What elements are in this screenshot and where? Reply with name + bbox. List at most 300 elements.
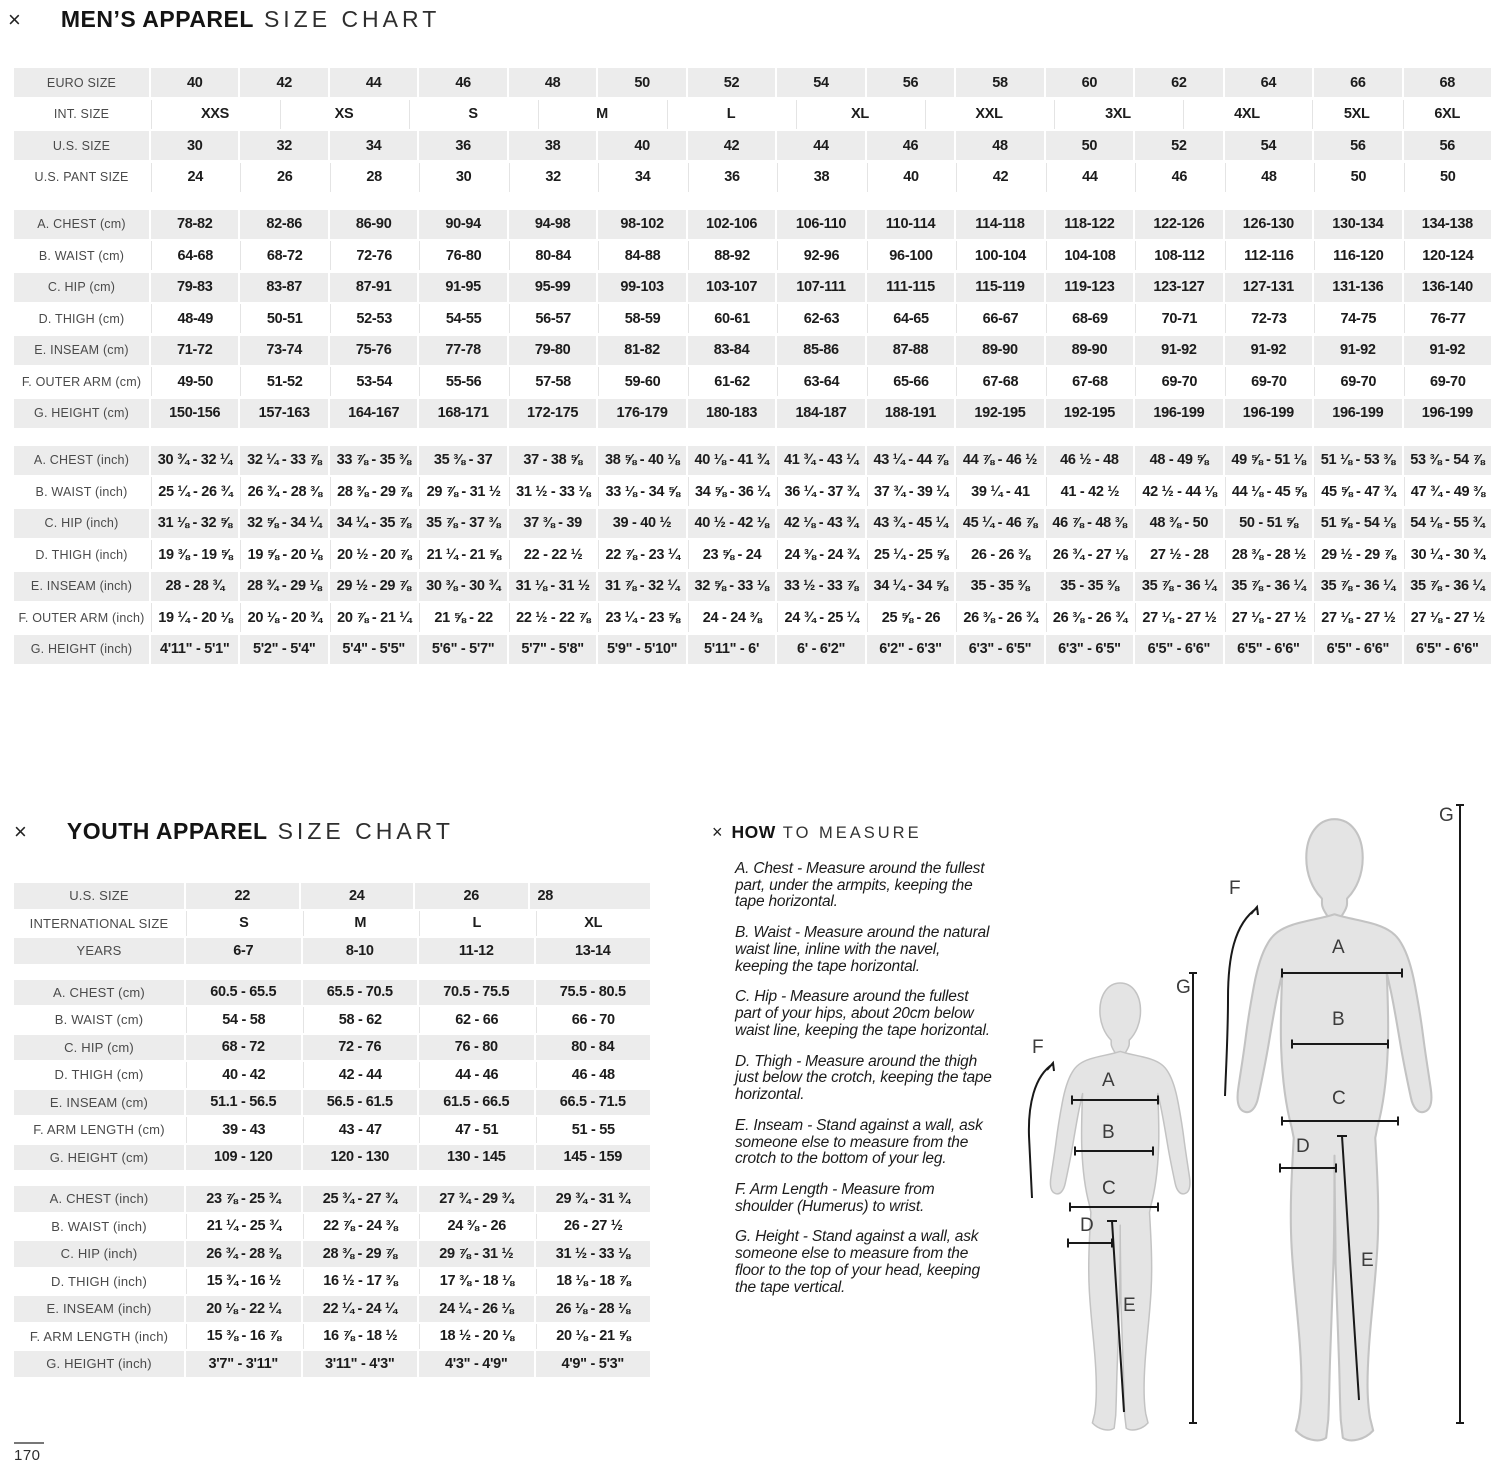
table-cell: 80-84 bbox=[509, 241, 596, 270]
table-row bbox=[14, 1351, 650, 1377]
table-cell: 5'6" - 5'7" bbox=[419, 635, 506, 664]
youth-height-label: G bbox=[1176, 977, 1191, 998]
measure-instruction-waist: B. Waist - Measure around the natural waist line, inline with the navel, keeping the tape horizontal. bbox=[735, 924, 990, 975]
page-number-value: 170 bbox=[14, 1447, 41, 1464]
table-cell: 39 - 40 ½ bbox=[598, 509, 685, 538]
mens-title-bold: MEN’S APPAREL bbox=[60, 6, 254, 32]
table-cell: 81-82 bbox=[598, 336, 685, 365]
adult-inseam-label: E bbox=[1361, 1250, 1374, 1271]
adult-arm-label: F bbox=[1229, 878, 1241, 899]
table-cell: 123-127 bbox=[1135, 273, 1222, 302]
table-cell: 145 - 159 bbox=[536, 1145, 651, 1171]
table-cell: 41 - 42 ½ bbox=[1046, 477, 1133, 506]
table-cell: 40 ½ - 42 ⅛ bbox=[688, 509, 775, 538]
row-label: D. THIGH (inch) bbox=[35, 547, 128, 562]
table-row bbox=[14, 100, 1491, 129]
table-cell: 66.5 - 71.5 bbox=[536, 1090, 651, 1116]
table-cell: 26 ⅜ - 26 ¾ bbox=[1046, 603, 1133, 632]
row-label: YEARS bbox=[14, 938, 184, 964]
table-cell: 66 bbox=[1314, 68, 1401, 97]
table-cell: 36 bbox=[688, 163, 775, 192]
youth-inch-block bbox=[14, 1186, 650, 1377]
row-label: F. OUTER ARM (cm) bbox=[21, 374, 142, 389]
table-cell: 88-92 bbox=[688, 241, 775, 270]
table-cell: 68-69 bbox=[1046, 304, 1133, 333]
table-cell: 23 ¼ - 23 ⅝ bbox=[598, 603, 685, 632]
table-cell: 136-140 bbox=[1404, 273, 1491, 302]
table-cell: 6'5" - 6'6" bbox=[1135, 635, 1222, 664]
table-cell: 79-83 bbox=[151, 273, 238, 302]
table-cell: 196-199 bbox=[1135, 399, 1222, 428]
page-number-rule bbox=[14, 1442, 44, 1444]
table-cell: 68 bbox=[1404, 68, 1491, 97]
table-cell: 172-175 bbox=[509, 399, 596, 428]
table-cell: 25 ¼ - 25 ⅝ bbox=[867, 540, 954, 569]
table-cell: 127-131 bbox=[1225, 273, 1312, 302]
table-cell: 29 ⅞ - 31 ½ bbox=[419, 1241, 534, 1267]
table-cell: 23 ⅝ - 24 bbox=[688, 540, 775, 569]
table-cell: 38 bbox=[509, 131, 596, 160]
table-cell: 42 ⅛ - 43 ¾ bbox=[777, 509, 864, 538]
row-label: B. WAIST (inch) bbox=[35, 484, 128, 499]
table-cell: 72-73 bbox=[1225, 304, 1312, 333]
table-cell: 98-102 bbox=[598, 210, 685, 239]
table-cell: 46 bbox=[419, 68, 506, 97]
measure-instruction-chest: A. Chest - Measure around the fullest part, under the armpits, keeping the tape horizontal. bbox=[735, 860, 985, 911]
table-cell: 66 - 70 bbox=[536, 1007, 651, 1033]
table-row bbox=[14, 1007, 650, 1033]
table-cell: 120 - 130 bbox=[303, 1145, 418, 1171]
table-cell: 130 - 145 bbox=[419, 1145, 534, 1171]
table-cell: 42 bbox=[956, 163, 1043, 192]
table-cell: 16 ½ - 17 ⅜ bbox=[303, 1269, 418, 1295]
x-marker-icon: × bbox=[14, 819, 27, 844]
table-cell: 91-92 bbox=[1135, 336, 1222, 365]
table-cell: 22 ½ - 22 ⅞ bbox=[509, 603, 596, 632]
table-row bbox=[14, 1241, 650, 1267]
table-cell: 176-179 bbox=[598, 399, 685, 428]
table-cell: 24 ¼ - 26 ⅛ bbox=[419, 1296, 534, 1322]
table-cell: 34 ¼ - 34 ⅝ bbox=[867, 572, 954, 601]
table-cell: 114-118 bbox=[956, 210, 1043, 239]
table-cell: 126-130 bbox=[1225, 210, 1312, 239]
table-row bbox=[14, 68, 1491, 97]
youth-title-bold: YOUTH APPAREL bbox=[66, 818, 268, 844]
table-cell: 4'11" - 5'1" bbox=[151, 635, 238, 664]
table-cell: XXL bbox=[925, 100, 1052, 129]
table-cell: 4'3" - 4'9" bbox=[419, 1351, 534, 1377]
table-cell: 54 ⅛ - 55 ¾ bbox=[1404, 509, 1491, 538]
table-cell: 47 - 51 bbox=[419, 1117, 534, 1143]
table-cell: 20 ⅛ - 22 ¼ bbox=[186, 1296, 301, 1322]
youth-header-block bbox=[14, 883, 650, 964]
measure-title-bold: HOW bbox=[731, 822, 776, 842]
row-label: A. CHEST (inch) bbox=[14, 1186, 184, 1212]
table-cell: 55-56 bbox=[419, 367, 506, 396]
table-cell: 21 ⅝ - 22 bbox=[419, 603, 506, 632]
table-cell: 22 - 22 ½ bbox=[509, 540, 596, 569]
table-cell: 56-57 bbox=[509, 304, 596, 333]
table-cell: 100-104 bbox=[956, 241, 1043, 270]
table-cell: 27 ⅛ - 27 ½ bbox=[1135, 603, 1222, 632]
table-cell: 51-52 bbox=[240, 367, 327, 396]
adult-hip-label: C bbox=[1332, 1088, 1346, 1109]
table-cell: 26 bbox=[415, 883, 528, 909]
table-cell: 22 bbox=[186, 883, 299, 909]
youth-title-light: SIZE CHART bbox=[277, 818, 454, 844]
youth-hip-label: C bbox=[1102, 1178, 1116, 1199]
table-cell: 37 ⅜ - 39 bbox=[509, 509, 596, 538]
table-cell: 5'9" - 5'10" bbox=[598, 635, 685, 664]
table-cell: 27 ½ - 28 bbox=[1135, 540, 1222, 569]
page-number bbox=[14, 1442, 44, 1464]
table-cell: 52 bbox=[1135, 131, 1222, 160]
table-cell: 20 ⅞ - 21 ¼ bbox=[330, 603, 417, 632]
table-cell: 24 ¾ - 25 ¼ bbox=[777, 603, 864, 632]
table-cell: 52 bbox=[688, 68, 775, 97]
table-cell: 60-61 bbox=[688, 304, 775, 333]
table-cell: 46 ⅞ - 48 ⅜ bbox=[1046, 509, 1133, 538]
table-cell: 110-114 bbox=[867, 210, 954, 239]
table-cell: 26 - 26 ⅜ bbox=[956, 540, 1043, 569]
table-cell: 15 ¾ - 16 ½ bbox=[186, 1269, 301, 1295]
table-row bbox=[14, 163, 1491, 192]
table-row bbox=[14, 911, 650, 937]
table-cell: 21 ¼ - 25 ¾ bbox=[186, 1214, 301, 1240]
table-cell: 84-88 bbox=[598, 241, 685, 270]
table-cell: 75-76 bbox=[330, 336, 417, 365]
table-cell: 120-124 bbox=[1404, 241, 1491, 270]
row-label: G. HEIGHT (inch) bbox=[14, 635, 149, 664]
table-cell: 78-82 bbox=[151, 210, 238, 239]
table-cell: 39 ¼ - 41 bbox=[956, 477, 1043, 506]
row-label: F. ARM LENGTH (inch) bbox=[29, 1328, 169, 1344]
table-cell: 30 ¼ - 30 ¾ bbox=[1404, 540, 1491, 569]
table-cell: 31 ⅛ - 31 ½ bbox=[509, 572, 596, 601]
table-cell: 68-72 bbox=[240, 241, 327, 270]
row-label: F. OUTER ARM (inch) bbox=[18, 610, 145, 625]
table-cell: 50 bbox=[1314, 163, 1401, 192]
table-cell: 26 ¾ - 28 ⅜ bbox=[186, 1241, 301, 1267]
table-row bbox=[14, 477, 1491, 506]
table-cell: 29 ½ - 29 ⅞ bbox=[330, 572, 417, 601]
table-cell: 42 ½ - 44 ⅛ bbox=[1135, 477, 1222, 506]
table-cell: 82-86 bbox=[240, 210, 327, 239]
table-cell: 92-96 bbox=[777, 241, 864, 270]
table-cell: 96-100 bbox=[867, 241, 954, 270]
table-cell: 56 bbox=[1314, 131, 1401, 160]
measure-title-light: TO MEASURE bbox=[782, 824, 922, 842]
table-cell: 35 ⅞ - 36 ¼ bbox=[1225, 572, 1312, 601]
table-cell: L bbox=[667, 100, 794, 129]
table-cell: 35 - 35 ⅜ bbox=[956, 572, 1043, 601]
row-label: A. CHEST (inch) bbox=[14, 446, 149, 475]
table-cell: 15 ⅜ - 16 ⅞ bbox=[186, 1324, 301, 1350]
table-cell: 27 ⅛ - 27 ½ bbox=[1404, 603, 1491, 632]
table-row bbox=[14, 540, 1491, 569]
table-cell: 50 - 51 ⅝ bbox=[1225, 509, 1312, 538]
table-cell: 51.1 - 56.5 bbox=[186, 1090, 301, 1116]
table-cell: 48 - 49 ⅝ bbox=[1135, 446, 1222, 475]
adult-height-label: G bbox=[1439, 805, 1454, 826]
table-cell: 40 bbox=[151, 68, 238, 97]
table-cell: 54 bbox=[777, 68, 864, 97]
table-cell: 42 - 44 bbox=[303, 1062, 418, 1088]
table-cell: L bbox=[419, 911, 534, 937]
how-to-measure-section bbox=[712, 822, 996, 1310]
adult-chest-label: A bbox=[1332, 937, 1345, 958]
table-cell: S bbox=[186, 911, 301, 937]
table-cell: 77-78 bbox=[419, 336, 506, 365]
table-row bbox=[14, 304, 1491, 333]
table-cell: 43 ¾ - 45 ¼ bbox=[867, 509, 954, 538]
table-cell: 32 ⅝ - 34 ¼ bbox=[240, 509, 327, 538]
table-row bbox=[14, 367, 1491, 396]
table-cell: 48 ⅜ - 50 bbox=[1135, 509, 1222, 538]
table-cell: 196-199 bbox=[1404, 399, 1491, 428]
row-label: D. THIGH (cm) bbox=[54, 1067, 144, 1083]
table-cell: 118-122 bbox=[1046, 210, 1133, 239]
youth-size-table bbox=[14, 883, 650, 1393]
table-cell: 48-49 bbox=[151, 304, 238, 333]
row-label: E. INSEAM (inch) bbox=[14, 1296, 184, 1322]
table-cell: 104-108 bbox=[1046, 241, 1133, 270]
table-cell: 18 ⅛ - 18 ⅞ bbox=[536, 1269, 651, 1295]
measure-title bbox=[712, 822, 996, 843]
table-cell: 64 bbox=[1225, 68, 1312, 97]
table-cell: 48 bbox=[509, 68, 596, 97]
table-cell: 188-191 bbox=[867, 399, 954, 428]
table-cell: 19 ⅝ - 20 ⅛ bbox=[240, 540, 327, 569]
mens-header-block bbox=[14, 68, 1491, 192]
table-cell: 35 ⅜ - 37 bbox=[419, 446, 506, 475]
table-cell: 51 ⅛ - 53 ⅜ bbox=[1314, 446, 1401, 475]
table-cell: 72-76 bbox=[330, 241, 417, 270]
table-row bbox=[14, 1324, 650, 1350]
adult-figure bbox=[1238, 819, 1432, 1440]
table-cell: 24 ⅜ - 26 bbox=[419, 1214, 534, 1240]
table-cell: 30 ⅜ - 30 ¾ bbox=[419, 572, 506, 601]
table-cell: 40 ⅛ - 41 ¾ bbox=[688, 446, 775, 475]
table-row bbox=[14, 1117, 650, 1143]
table-row bbox=[14, 210, 1491, 239]
table-cell: 87-88 bbox=[867, 336, 954, 365]
table-cell: 29 ½ - 29 ⅞ bbox=[1314, 540, 1401, 569]
table-cell: 51 - 55 bbox=[536, 1117, 651, 1143]
table-cell: 3'11" - 4'3" bbox=[303, 1351, 418, 1377]
table-cell: 83-87 bbox=[240, 273, 327, 302]
table-cell: 75.5 - 80.5 bbox=[536, 980, 651, 1006]
table-cell: 70-71 bbox=[1135, 304, 1222, 333]
table-cell: 59-60 bbox=[598, 367, 685, 396]
table-cell: 42 bbox=[688, 131, 775, 160]
table-cell: 39 - 43 bbox=[186, 1117, 301, 1143]
table-cell: 29 ¾ - 31 ¾ bbox=[536, 1186, 651, 1212]
table-cell: 50-51 bbox=[240, 304, 327, 333]
table-cell: 64-65 bbox=[867, 304, 954, 333]
table-cell: 32 ¼ - 33 ⅞ bbox=[240, 446, 327, 475]
table-cell: 33 ⅛ - 34 ⅝ bbox=[598, 477, 685, 506]
table-cell: 44 bbox=[777, 131, 864, 160]
table-cell: 43 - 47 bbox=[303, 1117, 418, 1143]
table-cell: 45 ¼ - 46 ⅞ bbox=[956, 509, 1043, 538]
table-cell: 134-138 bbox=[1404, 210, 1491, 239]
table-cell: 50 bbox=[1404, 163, 1491, 192]
row-label: B. WAIST (cm) bbox=[38, 248, 125, 263]
table-row bbox=[14, 241, 1491, 270]
table-cell: 34 ⅝ - 36 ¼ bbox=[688, 477, 775, 506]
table-cell: 65.5 - 70.5 bbox=[303, 980, 418, 1006]
table-cell: 27 ⅛ - 27 ½ bbox=[1225, 603, 1312, 632]
table-cell: 87-91 bbox=[330, 273, 417, 302]
measure-instruction-thigh: D. Thigh - Measure around the thigh just below the crotch, keeping the tape horizontal. bbox=[735, 1052, 992, 1104]
table-cell: 35 ⅞ - 36 ¼ bbox=[1314, 572, 1401, 601]
table-cell: 24 - 24 ⅜ bbox=[688, 603, 775, 632]
table-cell: 30 bbox=[419, 163, 506, 192]
table-cell: 28 bbox=[330, 163, 417, 192]
table-cell: 68 - 72 bbox=[186, 1035, 301, 1061]
table-cell: 20 ⅛ - 20 ¾ bbox=[240, 603, 327, 632]
table-cell: 20 ½ - 20 ⅞ bbox=[330, 540, 417, 569]
table-cell: 40 bbox=[867, 163, 954, 192]
table-cell: 40 bbox=[598, 131, 685, 160]
mens-title-light: SIZE CHART bbox=[263, 6, 441, 32]
youth-thigh-label: D bbox=[1080, 1215, 1094, 1236]
youth-cm-block bbox=[14, 980, 650, 1171]
table-cell: 5'4" - 5'5" bbox=[330, 635, 417, 664]
x-marker-icon: × bbox=[712, 822, 723, 842]
table-cell: 29 ⅞ - 31 ½ bbox=[419, 477, 506, 506]
table-cell: 22 ⅞ - 23 ¼ bbox=[598, 540, 685, 569]
table-cell: 33 ½ - 33 ⅞ bbox=[777, 572, 864, 601]
table-cell: 6'5" - 6'6" bbox=[1314, 635, 1401, 664]
table-cell: 17 ⅜ - 18 ⅛ bbox=[419, 1269, 534, 1295]
table-row bbox=[14, 883, 650, 909]
table-cell: 36 ¼ - 37 ¾ bbox=[777, 477, 864, 506]
table-cell: 111-115 bbox=[867, 273, 954, 302]
table-cell: 54 bbox=[1225, 131, 1312, 160]
table-cell: 28 ¾ - 29 ⅛ bbox=[240, 572, 327, 601]
table-cell: 66-67 bbox=[956, 304, 1043, 333]
table-cell: 30 ¾ - 32 ¼ bbox=[151, 446, 238, 475]
table-cell: 47 ¾ - 49 ⅜ bbox=[1404, 477, 1491, 506]
table-cell: 36 bbox=[419, 131, 506, 160]
row-label: G. HEIGHT (inch) bbox=[14, 1351, 184, 1377]
table-cell: 50 bbox=[1046, 131, 1133, 160]
table-cell: 52-53 bbox=[330, 304, 417, 333]
table-cell: 48 bbox=[1225, 163, 1312, 192]
table-cell: 26 ⅜ - 26 ¾ bbox=[956, 603, 1043, 632]
table-cell: 71-72 bbox=[151, 336, 238, 365]
row-label: A. CHEST (cm) bbox=[14, 980, 184, 1006]
table-cell: 58-59 bbox=[598, 304, 685, 333]
table-cell: 60.5 - 65.5 bbox=[186, 980, 301, 1006]
table-cell: 37 ¾ - 39 ¼ bbox=[867, 477, 954, 506]
table-cell: 35 ⅞ - 37 ⅜ bbox=[419, 509, 506, 538]
measure-instruction-hip: C. Hip - Measure around the fullest part of your hips, about 20cm below waist line, keeping the tape horizontal. bbox=[735, 988, 990, 1039]
table-cell: 6'3" - 6'5" bbox=[956, 635, 1043, 664]
table-row bbox=[14, 1145, 650, 1171]
table-row bbox=[14, 399, 1491, 428]
row-label: F. ARM LENGTH (cm) bbox=[33, 1122, 165, 1138]
row-label: C. HIP (cm) bbox=[14, 273, 149, 302]
table-cell: 6'5" - 6'6" bbox=[1404, 635, 1491, 664]
table-cell: 106-110 bbox=[777, 210, 864, 239]
table-cell: 108-112 bbox=[1135, 241, 1222, 270]
table-cell: 27 ⅛ - 27 ½ bbox=[1314, 603, 1401, 632]
table-cell: 196-199 bbox=[1225, 399, 1312, 428]
row-label: A. CHEST (cm) bbox=[14, 210, 149, 239]
table-cell: S bbox=[409, 100, 536, 129]
table-cell: 44 - 46 bbox=[419, 1062, 534, 1088]
mens-section-title bbox=[8, 6, 440, 33]
table-cell: 28 - 28 ¾ bbox=[151, 572, 238, 601]
table-cell: 157-163 bbox=[240, 399, 327, 428]
table-cell: M bbox=[538, 100, 665, 129]
table-cell: 24 bbox=[301, 883, 414, 909]
table-cell: 56 bbox=[1404, 131, 1491, 160]
table-cell: 5'7" - 5'8" bbox=[509, 635, 596, 664]
table-cell: 85-86 bbox=[777, 336, 864, 365]
table-cell: 99-103 bbox=[598, 273, 685, 302]
table-cell: 112-116 bbox=[1225, 241, 1312, 270]
table-cell: 76-80 bbox=[419, 241, 506, 270]
table-cell: 42 bbox=[240, 68, 327, 97]
table-cell: 109 - 120 bbox=[186, 1145, 301, 1171]
table-cell: 45 ⅝ - 47 ¾ bbox=[1314, 477, 1401, 506]
table-cell: 6'5" - 6'6" bbox=[1225, 635, 1312, 664]
table-cell: 5XL bbox=[1312, 100, 1401, 129]
measure-instruction-height: G. Height - Stand against a wall, ask someone else to measure from the floor to the top of your head, keeping the tape vertical. bbox=[735, 1228, 980, 1296]
table-cell: 64-68 bbox=[151, 241, 238, 270]
table-cell: 65-66 bbox=[867, 367, 954, 396]
table-cell: 53 ⅜ - 54 ⅞ bbox=[1404, 446, 1491, 475]
table-cell: 119-123 bbox=[1046, 273, 1133, 302]
row-label: E. INSEAM (inch) bbox=[14, 572, 149, 601]
table-row bbox=[14, 1090, 650, 1116]
table-cell: 3'7" - 3'11" bbox=[186, 1351, 301, 1377]
table-cell: 51 ⅝ - 54 ⅛ bbox=[1314, 509, 1401, 538]
table-cell: 34 bbox=[598, 163, 685, 192]
row-label: U.S. PANT SIZE bbox=[34, 170, 129, 184]
row-label: B. WAIST (inch) bbox=[51, 1218, 147, 1234]
table-cell: 103-107 bbox=[688, 273, 775, 302]
mens-cm-block bbox=[14, 210, 1491, 428]
table-row bbox=[14, 1296, 650, 1322]
table-row bbox=[14, 131, 1491, 160]
table-cell: 27 ¾ - 29 ¾ bbox=[419, 1186, 534, 1212]
table-cell: 16 ⅞ - 18 ½ bbox=[303, 1324, 418, 1350]
table-cell: 5'11" - 6' bbox=[688, 635, 775, 664]
table-cell: 11-12 bbox=[419, 938, 534, 964]
table-cell: 35 - 35 ⅜ bbox=[1046, 572, 1133, 601]
table-cell: 28 ⅜ - 28 ½ bbox=[1225, 540, 1312, 569]
table-cell: 58 bbox=[956, 68, 1043, 97]
table-cell: 131-136 bbox=[1314, 273, 1401, 302]
row-label: EURO SIZE bbox=[14, 68, 149, 97]
table-cell: 60 bbox=[1046, 68, 1133, 97]
table-cell: XL bbox=[796, 100, 923, 129]
table-cell: 192-195 bbox=[956, 399, 1043, 428]
table-cell: 61.5 - 66.5 bbox=[419, 1090, 534, 1116]
table-cell: 22 ⅞ - 24 ⅜ bbox=[303, 1214, 418, 1240]
table-cell: 49 ⅝ - 51 ⅛ bbox=[1225, 446, 1312, 475]
table-cell: 73-74 bbox=[240, 336, 327, 365]
row-label: INT. SIZE bbox=[53, 107, 110, 121]
table-cell: 6-7 bbox=[186, 938, 301, 964]
table-cell: 91-92 bbox=[1225, 336, 1312, 365]
youth-chest-label: A bbox=[1102, 1070, 1115, 1091]
